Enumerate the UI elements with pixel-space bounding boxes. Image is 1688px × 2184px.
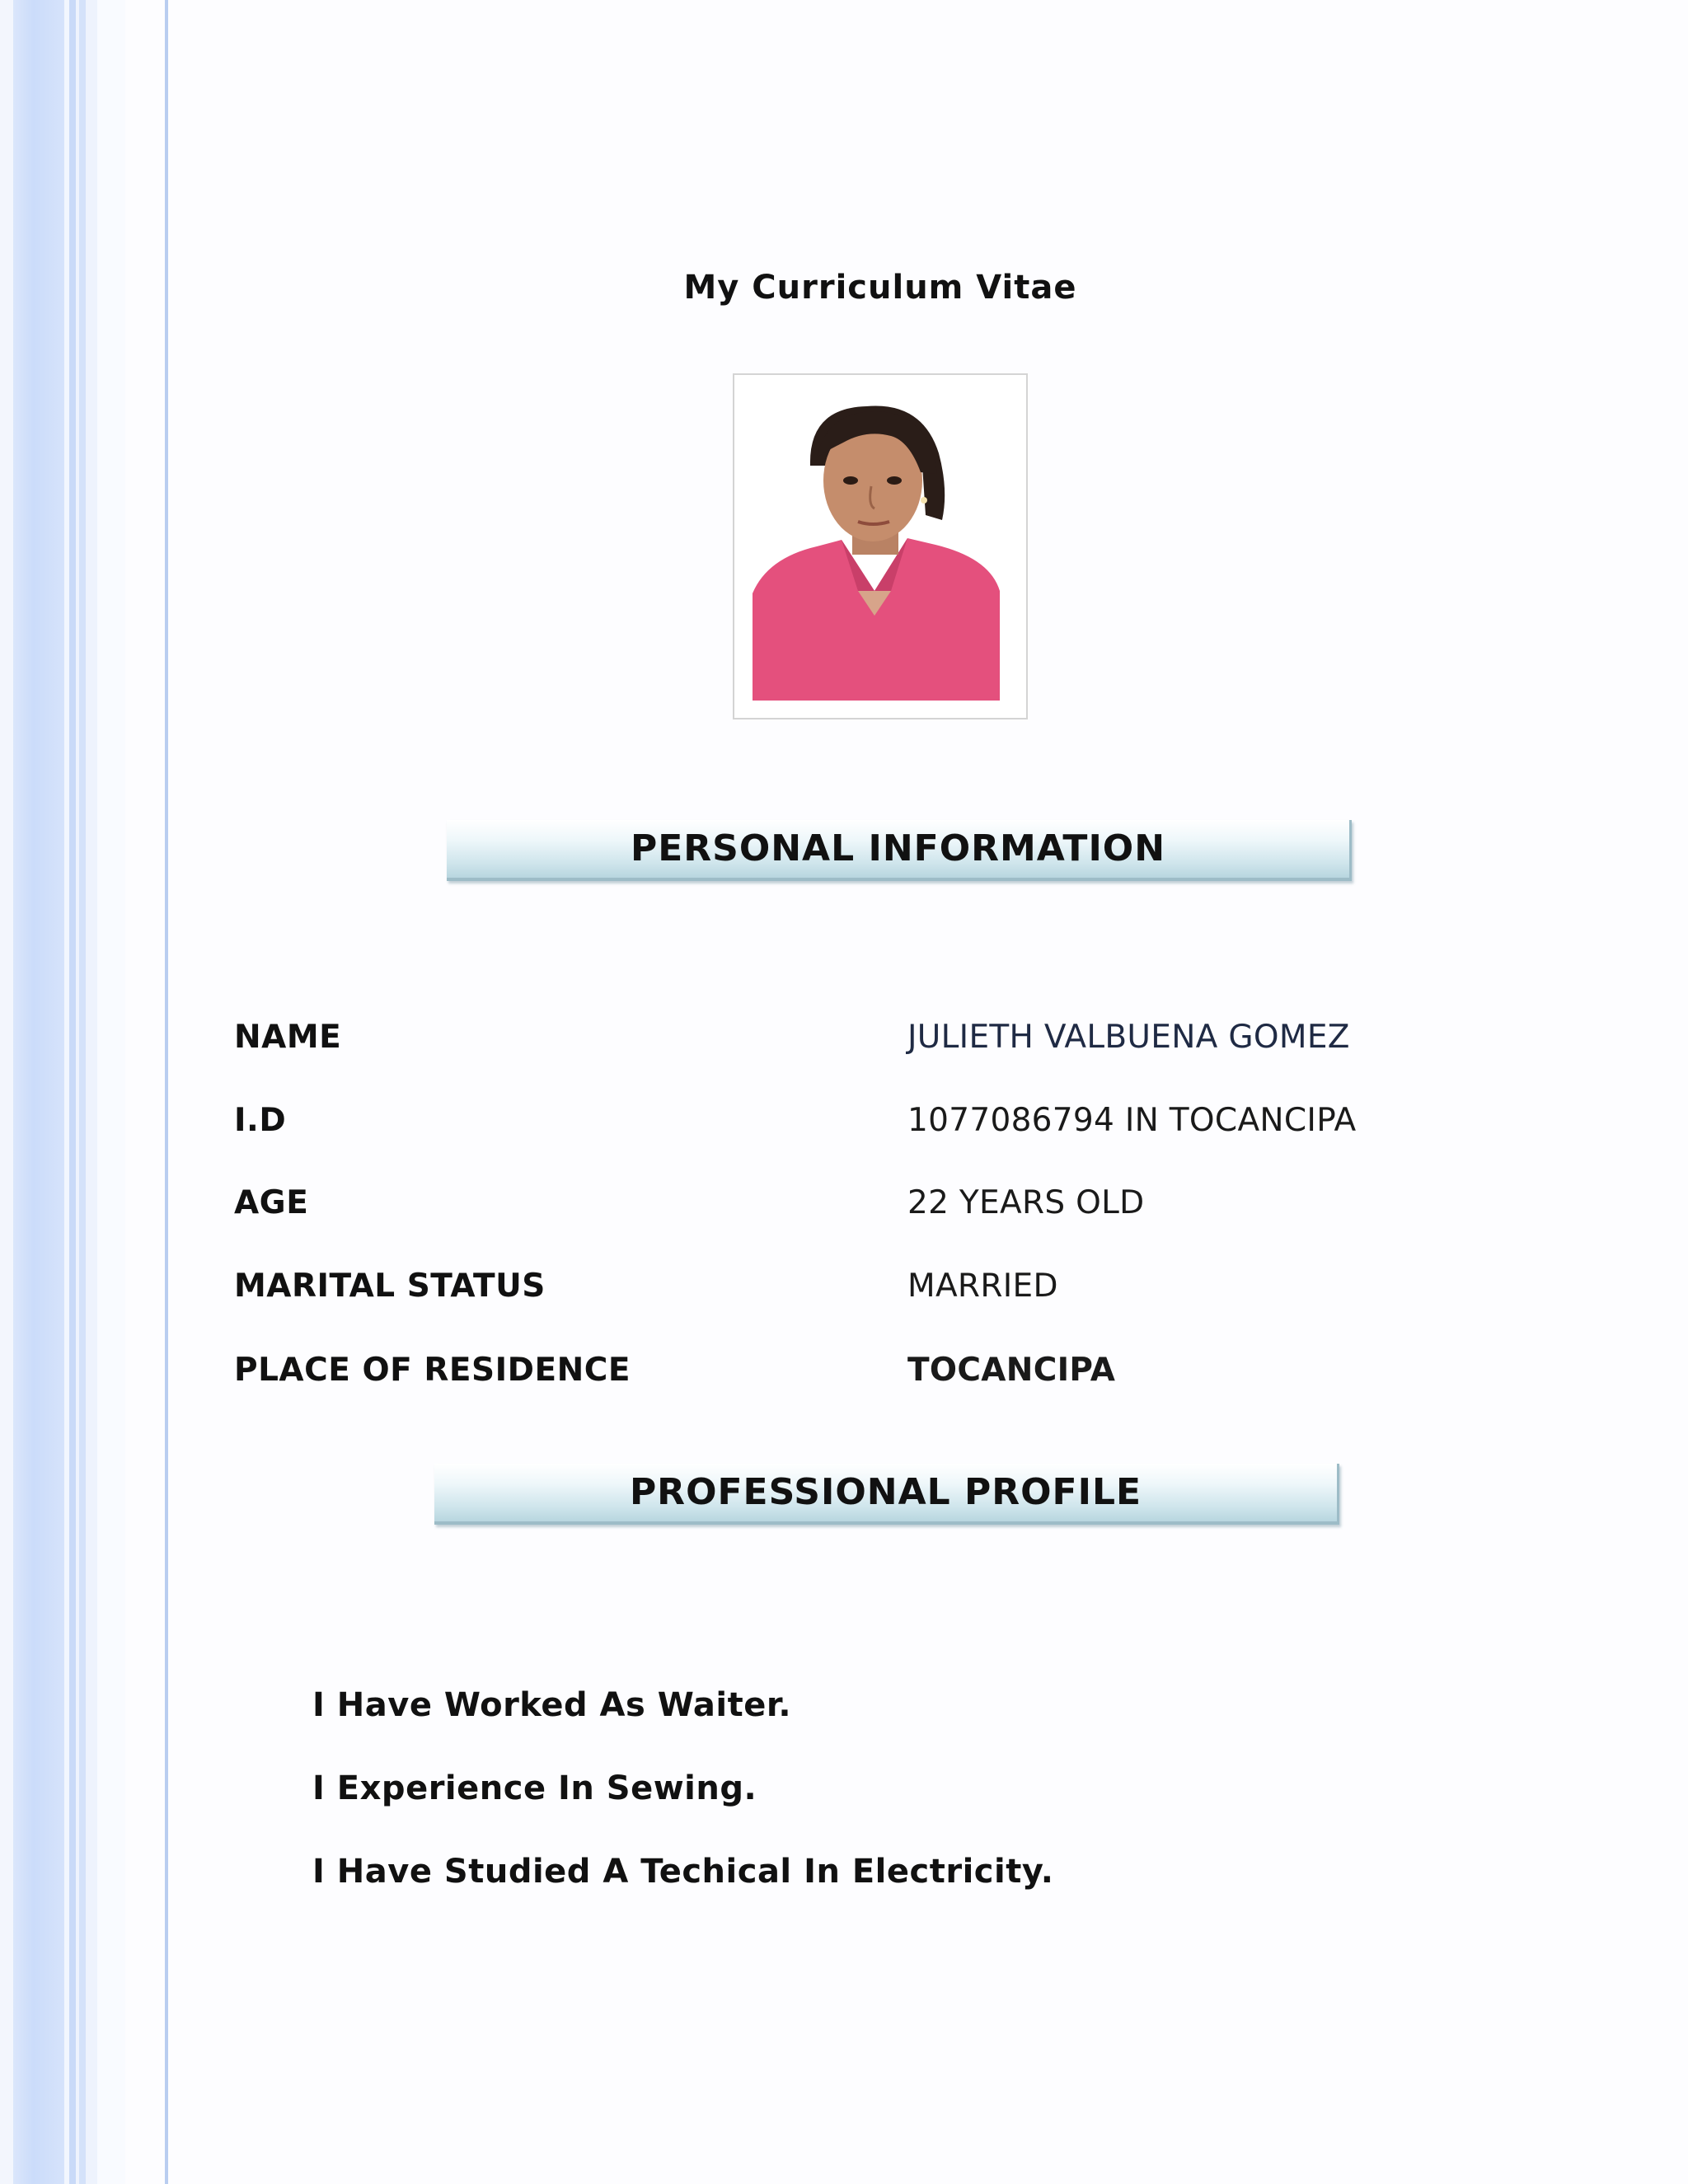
page-border-stripe [79, 0, 86, 2184]
personal-information-title: PERSONAL INFORMATION [630, 827, 1166, 869]
profile-photo [733, 373, 1028, 719]
marital-status-label: MARITAL STATUS [234, 1268, 546, 1305]
page-border-stripe [13, 0, 64, 2184]
page-border-stripe [0, 0, 13, 2184]
page-border-stripe [97, 0, 125, 2184]
document-title: My Curriculum Vitae [683, 269, 1077, 307]
professional-profile-heading [434, 1464, 1339, 1525]
name-value: JULIETH VALBUENA GOMEZ [907, 1019, 1350, 1056]
marital-status-value: MARRIED [907, 1268, 1058, 1305]
professional-profile-title: PROFESSIONAL PROFILE [629, 1471, 1142, 1513]
page-border-stripe [69, 0, 76, 2184]
page-border-stripe [86, 0, 97, 2184]
profile-item: I Have Worked As Waiter. [312, 1686, 792, 1724]
profile-item: I Experience In Sewing. [312, 1769, 757, 1807]
age-label: AGE [234, 1184, 309, 1221]
name-label: NAME [234, 1019, 342, 1056]
place-of-residence-label: PLACE OF RESIDENCE [234, 1352, 631, 1389]
age-value: 22 YEARS OLD [907, 1184, 1145, 1221]
profile-item: I Have Studied A Techical In Electricity. [312, 1853, 1054, 1891]
place-of-residence-value: TOCANCIPA [907, 1352, 1116, 1389]
page-border-line [165, 0, 168, 2184]
id-value: 1077086794 IN TOCANCIPA [907, 1102, 1357, 1139]
id-label: I.D [234, 1102, 287, 1139]
personal-information-heading [447, 820, 1352, 881]
